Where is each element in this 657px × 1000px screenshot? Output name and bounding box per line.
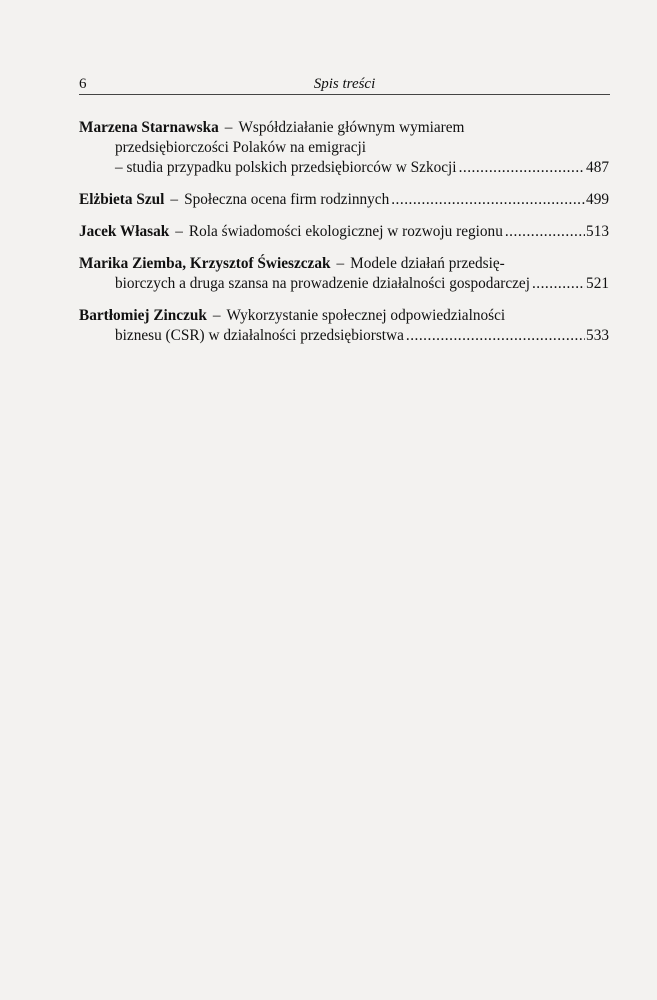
dot-leader: [457, 158, 585, 178]
entry-page: 487: [586, 159, 609, 176]
entry-title-line: biorczych a druga szansa na prowadzenie działalności gospodarczej: [115, 275, 530, 292]
entry-title-line: Modele działań przedsię-: [350, 255, 505, 272]
page-number: 6: [79, 76, 87, 92]
dot-leader: [503, 222, 585, 242]
running-title: Spis treści: [313, 76, 376, 92]
toc-entry: [79, 190, 609, 210]
entry-page: 533: [586, 327, 609, 344]
entry-authors: Elżbieta Szul: [79, 191, 165, 208]
entry-dash: –: [170, 191, 179, 208]
entry-title-line: Współdziałanie głównym wymiarem: [238, 119, 465, 136]
entry-page: 499: [586, 191, 609, 208]
entry-page: 513: [586, 223, 609, 240]
entry-authors: Jacek Własak: [79, 223, 170, 240]
entry-authors: Marzena Starnawska: [79, 119, 219, 136]
toc-entry: [79, 118, 609, 178]
toc-entry: [79, 222, 609, 242]
entry-title-line: Społeczna ocena firm rodzinnych: [184, 191, 390, 208]
table-of-contents: [79, 118, 609, 358]
entry-title-line: przedsiębiorczości Polaków na emigracji: [115, 139, 367, 156]
entry-authors: Marika Ziemba, Krzysztof Świeszczak: [79, 255, 331, 272]
entry-title-line: Rola świadomości ekologicznej w rozwoju regionu: [188, 223, 503, 240]
bleed-through-text: [70, 360, 610, 920]
entry-dash: –: [212, 307, 221, 324]
entry-authors: Bartłomiej Zinczuk: [79, 307, 207, 324]
entry-dash: –: [224, 119, 233, 136]
dot-leader: [404, 326, 585, 346]
dot-leader: [389, 190, 585, 210]
entry-title-line: biznesu (CSR) w działalności przedsiębiorstwa: [115, 327, 404, 344]
toc-entry: [79, 306, 609, 346]
entry-page: 521: [586, 275, 609, 292]
entry-dash: –: [175, 223, 183, 240]
entry-title-line: Wykorzystanie społecznej odpowiedzialności: [226, 307, 506, 324]
toc-entry: [79, 254, 609, 294]
entry-title-line: – studia przypadku polskich przedsiębiorców w Szkocji: [115, 159, 457, 176]
entry-dash: –: [336, 255, 345, 272]
dot-leader: [530, 274, 585, 294]
page-header: [79, 74, 610, 95]
